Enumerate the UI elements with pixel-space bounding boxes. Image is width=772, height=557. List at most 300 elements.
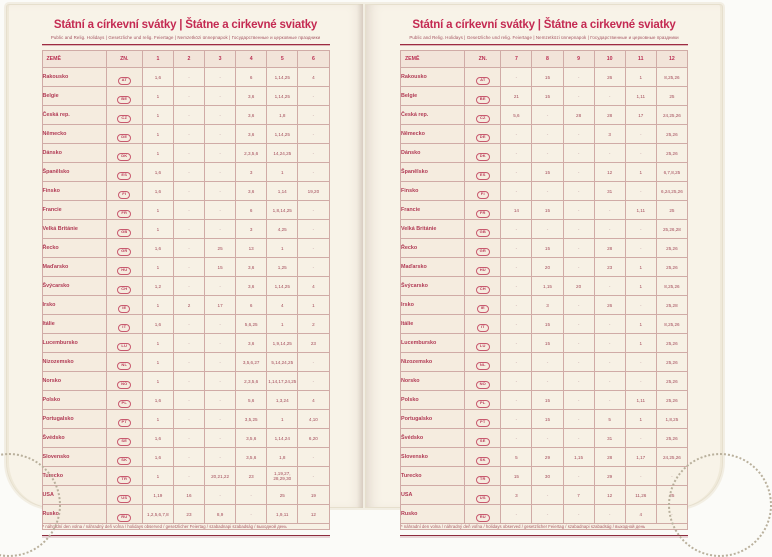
holiday-days-cell: - (563, 315, 594, 334)
holiday-days-cell: - (532, 353, 563, 372)
holiday-days-cell: - (594, 391, 625, 410)
table-row-ru (42, 505, 329, 524)
country-code-cell (465, 505, 501, 524)
holiday-days-cell: - (563, 68, 594, 87)
holiday-days-cell: 28 (594, 448, 625, 467)
holiday-days-cell: - (594, 372, 625, 391)
table-row-it (42, 315, 329, 334)
holiday-days-cell: - (563, 201, 594, 220)
column-header-month-2: 2 (173, 51, 204, 68)
holiday-days-cell: 1 (142, 106, 173, 125)
country-code-badge: SK (476, 457, 490, 465)
column-header-month-6: 6 (298, 51, 329, 68)
country-code-cell (106, 201, 142, 220)
country-code-cell (465, 410, 501, 429)
page-subtitle: Public and Relig. Holidays | Gesetzliche und relig. Feiertage | Nemzetközi ünnepnapok | Государственные и церковные праздники (409, 35, 679, 41)
holiday-days-cell: - (205, 315, 236, 334)
holiday-days-cell: 6 (236, 296, 267, 315)
country-code-badge: NO (117, 381, 131, 389)
holiday-days-cell: 1,6 (142, 68, 173, 87)
country-name: Česká rep. (401, 106, 465, 125)
holiday-days-cell: - (501, 163, 532, 182)
holiday-days-cell: - (625, 429, 656, 448)
country-code-cell (106, 448, 142, 467)
table-row-fr (42, 201, 329, 220)
holiday-days-cell: - (501, 144, 532, 163)
holiday-days-cell: 1 (267, 239, 298, 258)
holiday-days-cell: 1,8,14,25 (267, 201, 298, 220)
country-code-badge: NL (117, 362, 131, 370)
country-code-badge: SE (476, 438, 490, 446)
holiday-days-cell: 4 (298, 277, 329, 296)
holiday-days-cell: 4 (267, 296, 298, 315)
country-name: Lucembursko (42, 334, 106, 353)
holiday-days-cell: 1,14,25 (267, 68, 298, 87)
table-row-cz (401, 106, 688, 125)
table-row-fi (401, 182, 688, 201)
country-name: Rakousko (401, 68, 465, 87)
holiday-days-cell: - (563, 144, 594, 163)
country-code-badge: SE (117, 438, 131, 446)
holiday-days-cell: - (563, 467, 594, 486)
table-footnote-row (401, 524, 688, 530)
holiday-days-cell: 1 (142, 87, 173, 106)
holiday-days-cell: 1,6 (142, 429, 173, 448)
holiday-days-cell: 1 (267, 163, 298, 182)
table-row-sk (401, 448, 688, 467)
country-code-badge: CZ (476, 115, 490, 123)
column-header-month-8: 8 (532, 51, 563, 68)
country-name: Itálie (42, 315, 106, 334)
holiday-days-cell: - (594, 277, 625, 296)
country-name: Rakousko (42, 68, 106, 87)
holiday-days-cell: 29 (594, 467, 625, 486)
holiday-days-cell: 1 (142, 467, 173, 486)
country-code-cell (106, 144, 142, 163)
holiday-days-cell: 31 (594, 429, 625, 448)
country-code-cell (106, 125, 142, 144)
holiday-days-cell: - (298, 144, 329, 163)
holiday-days-cell: 15 (532, 334, 563, 353)
title-rule (400, 44, 688, 45)
holiday-days-cell: - (205, 372, 236, 391)
holiday-days-cell: 23 (298, 334, 329, 353)
holiday-days-cell: - (501, 353, 532, 372)
holiday-days-cell: 25,26 (656, 372, 687, 391)
holiday-days-cell: - (501, 315, 532, 334)
country-code-cell (106, 296, 142, 315)
table-row-fr (401, 201, 688, 220)
holiday-days-cell: 1,9,14,25 (267, 334, 298, 353)
country-name: Švédsko (42, 429, 106, 448)
table-row-at (42, 68, 329, 87)
holiday-days-cell: - (625, 144, 656, 163)
holiday-days-cell: 29 (532, 448, 563, 467)
holiday-days-cell: - (594, 201, 625, 220)
holiday-days-cell: 15 (532, 410, 563, 429)
column-header-month-7: 7 (501, 51, 532, 68)
holiday-days-cell: - (173, 353, 204, 372)
holiday-days-cell: - (173, 239, 204, 258)
holiday-days-cell: - (625, 296, 656, 315)
holiday-days-cell: 3,6 (236, 334, 267, 353)
holiday-days-cell: 1,14,24 (267, 429, 298, 448)
country-name: Finsko (401, 182, 465, 201)
holiday-days-cell: 2,3,5,6 (236, 144, 267, 163)
country-code-cell (465, 429, 501, 448)
holiday-days-cell: 5,6 (501, 106, 532, 125)
country-code-badge: PT (476, 419, 490, 427)
holiday-days-cell: - (205, 220, 236, 239)
holiday-days-cell: - (563, 429, 594, 448)
holiday-days-cell: 1 (625, 163, 656, 182)
holiday-days-cell: - (501, 410, 532, 429)
holiday-days-cell: - (594, 144, 625, 163)
country-code-badge: HU (117, 267, 131, 275)
holiday-days-cell: 2 (173, 296, 204, 315)
holiday-days-cell: 6,7,8,25 (656, 163, 687, 182)
holiday-days-cell: 1,9,11 (267, 505, 298, 524)
holiday-days-cell: - (563, 296, 594, 315)
country-code-badge: IT (477, 324, 489, 332)
holiday-days-cell: 25,26 (656, 353, 687, 372)
country-name: Slovensko (42, 448, 106, 467)
table-row-gr (401, 239, 688, 258)
holiday-days-cell: - (173, 201, 204, 220)
country-code-cell (106, 410, 142, 429)
holiday-days-cell: 1,14,17,24,25 (267, 372, 298, 391)
holiday-days-cell: 1,11 (625, 201, 656, 220)
country-code-cell (106, 505, 142, 524)
country-name: Turecko (42, 467, 106, 486)
holiday-days-cell: 1 (625, 68, 656, 87)
holiday-days-cell: 1 (625, 315, 656, 334)
holiday-days-cell: - (501, 125, 532, 144)
holiday-days-cell: - (625, 372, 656, 391)
column-header-month-1: 1 (142, 51, 173, 68)
country-code-badge: GR (476, 248, 490, 256)
table-row-hu (42, 258, 329, 277)
holiday-days-cell: - (205, 201, 236, 220)
holiday-days-cell: - (625, 182, 656, 201)
holiday-days-cell: 6 (236, 68, 267, 87)
country-code-badge: DK (476, 153, 490, 161)
holiday-days-cell: 5,6 (236, 391, 267, 410)
table-row-us (42, 486, 329, 505)
country-name: Česká rep. (42, 106, 106, 125)
holiday-days-cell: 1,8,25 (656, 410, 687, 429)
holiday-days-cell: - (563, 353, 594, 372)
holiday-days-cell: 23 (594, 258, 625, 277)
table-row-at (401, 68, 688, 87)
page-right-content (400, 5, 688, 536)
country-name: Velká Británie (401, 220, 465, 239)
table-row-sk (42, 448, 329, 467)
holiday-days-cell: 1,8 (267, 106, 298, 125)
holiday-days-cell: - (173, 87, 204, 106)
column-header-code: ZN. (465, 51, 501, 68)
table-footnote: * náhradní den volna / náhradný deň voľna / holidays observed / gesetzlicher Feiertag / szabadnapi szabadság / выходной день (401, 524, 688, 530)
holiday-days-cell: - (501, 296, 532, 315)
country-name: Maďarsko (42, 258, 106, 277)
holiday-days-cell: 1,14,25 (267, 277, 298, 296)
holiday-days-cell: 1 (142, 220, 173, 239)
country-code-cell (465, 106, 501, 125)
table-row-dk (42, 144, 329, 163)
country-code-badge: LU (117, 343, 131, 351)
holiday-days-cell: - (532, 372, 563, 391)
holiday-days-cell: - (501, 239, 532, 258)
country-code-cell (106, 163, 142, 182)
holiday-days-cell: 6,20 (298, 429, 329, 448)
holiday-days-cell: - (298, 353, 329, 372)
country-name: Nizozemsko (401, 353, 465, 372)
table-row-nl (401, 353, 688, 372)
country-name: Slovensko (401, 448, 465, 467)
table-row-gr (42, 239, 329, 258)
page-right (365, 4, 723, 530)
holiday-days-cell: - (173, 125, 204, 144)
holiday-days-cell: 13 (236, 239, 267, 258)
holiday-days-cell: - (205, 125, 236, 144)
country-code-badge: FR (476, 210, 490, 218)
country-name: Belgie (401, 87, 465, 106)
country-code-badge: PL (476, 400, 490, 408)
holiday-days-cell: - (625, 125, 656, 144)
country-code-badge: BE (476, 96, 490, 104)
country-code-cell (465, 315, 501, 334)
country-code-cell (106, 315, 142, 334)
country-code-badge: HU (476, 267, 490, 275)
country-name: Německo (42, 125, 106, 144)
holiday-days-cell: 31 (594, 182, 625, 201)
holiday-days-cell: 4 (298, 391, 329, 410)
holiday-days-cell: 1,14 (267, 182, 298, 201)
country-code-cell (465, 68, 501, 87)
country-name: Dánsko (42, 144, 106, 163)
country-name: Dánsko (401, 144, 465, 163)
holiday-days-cell: - (205, 182, 236, 201)
country-code-cell (465, 296, 501, 315)
country-name: Německo (401, 125, 465, 144)
holiday-days-cell: 25 (267, 486, 298, 505)
holiday-days-cell: - (298, 201, 329, 220)
country-code-badge: IE (477, 305, 489, 313)
country-name: Lucembursko (401, 334, 465, 353)
table-header-row (401, 51, 688, 68)
holiday-days-cell: - (563, 505, 594, 524)
holiday-days-cell: - (173, 106, 204, 125)
country-code-cell (106, 486, 142, 505)
holiday-days-cell: 15 (532, 163, 563, 182)
country-code-cell (465, 182, 501, 201)
page-title: Státní a církevní svátky | Štátne a cirkevné sviatky (53, 19, 318, 31)
country-code-badge: US (476, 495, 490, 503)
table-row-be (401, 87, 688, 106)
holiday-days-cell: 25,26 (656, 125, 687, 144)
holiday-days-cell: - (594, 220, 625, 239)
column-header-month-9: 9 (563, 51, 594, 68)
table-row-tr (42, 467, 329, 486)
country-code-cell (465, 239, 501, 258)
holiday-days-cell: 15 (532, 391, 563, 410)
holiday-days-cell: 1 (267, 315, 298, 334)
holiday-days-cell: 1 (625, 277, 656, 296)
holiday-days-cell: 1 (142, 144, 173, 163)
table-footnote-row (42, 524, 329, 530)
holiday-days-cell: - (501, 182, 532, 201)
column-header-code: ZN. (106, 51, 142, 68)
holiday-days-cell: 3,5,6,27 (236, 353, 267, 372)
holiday-days-cell: - (563, 334, 594, 353)
country-code-cell (106, 68, 142, 87)
country-code-badge: GB (117, 229, 131, 237)
country-code-badge: AT (476, 77, 489, 85)
holiday-days-cell: 3,6 (236, 87, 267, 106)
country-code-cell (465, 467, 501, 486)
holiday-days-cell: 1 (267, 410, 298, 429)
holiday-days-cell: - (532, 220, 563, 239)
holiday-days-cell: 5,14,24,25 (267, 353, 298, 372)
table-row-se (401, 429, 688, 448)
holiday-days-cell: 14,24,25 (267, 144, 298, 163)
table-row-pl (42, 391, 329, 410)
holiday-days-cell: - (173, 467, 204, 486)
country-code-cell (106, 334, 142, 353)
holiday-days-cell: 14 (501, 201, 532, 220)
country-code-badge: NO (476, 381, 490, 389)
country-code-cell (106, 258, 142, 277)
page-left (6, 4, 365, 530)
holiday-days-cell: - (594, 334, 625, 353)
holiday-days-cell: 1 (142, 296, 173, 315)
table-row-gb (42, 220, 329, 239)
country-code-badge: CZ (117, 115, 131, 123)
holiday-days-cell: 1,2,5,6,7,8 (142, 505, 173, 524)
country-code-badge: PL (118, 400, 132, 408)
country-code-cell (465, 220, 501, 239)
holiday-days-cell: 1,19,27, 28,29,30 (267, 467, 298, 486)
country-name: Turecko (401, 467, 465, 486)
holiday-days-cell: - (205, 277, 236, 296)
holiday-days-cell: - (173, 182, 204, 201)
holiday-days-cell: - (532, 505, 563, 524)
country-code-badge: TR (476, 476, 490, 484)
holiday-days-cell: - (173, 429, 204, 448)
country-code-cell (465, 163, 501, 182)
holiday-days-cell: - (298, 87, 329, 106)
page-left-content (42, 5, 330, 536)
holiday-days-cell: 20 (563, 277, 594, 296)
holiday-days-cell: 21 (501, 87, 532, 106)
holiday-days-cell: - (173, 448, 204, 467)
holiday-days-cell: 1,6 (142, 448, 173, 467)
holiday-days-cell: 19 (298, 486, 329, 505)
holiday-days-cell: - (205, 391, 236, 410)
holiday-days-cell: 25,26 (656, 429, 687, 448)
table-row-pl (401, 391, 688, 410)
country-code-badge: GR (117, 248, 131, 256)
holiday-days-cell: 20 (532, 258, 563, 277)
holidays-table-jan-jun (42, 50, 330, 530)
holiday-days-cell: 3,6 (236, 182, 267, 201)
country-code-cell (465, 258, 501, 277)
holiday-days-cell: 1,15 (532, 277, 563, 296)
country-name: Irsko (401, 296, 465, 315)
column-header-month-12: 12 (656, 51, 687, 68)
holiday-days-cell: 25 (656, 201, 687, 220)
holiday-days-cell: - (236, 486, 267, 505)
country-code-cell (106, 220, 142, 239)
holiday-days-cell: 1,6 (142, 163, 173, 182)
holiday-days-cell: - (298, 220, 329, 239)
holiday-days-cell: 1 (142, 258, 173, 277)
holiday-days-cell: - (173, 258, 204, 277)
country-name: Norsko (401, 372, 465, 391)
holiday-days-cell: - (563, 372, 594, 391)
holiday-days-cell: - (173, 68, 204, 87)
country-code-badge: LU (476, 343, 490, 351)
table-row-no (401, 372, 688, 391)
holiday-days-cell: 30 (532, 467, 563, 486)
holiday-days-cell: 3,6 (236, 258, 267, 277)
table-row-ie (401, 296, 688, 315)
holiday-days-cell: - (205, 334, 236, 353)
country-name: Švýcarsko (401, 277, 465, 296)
country-name: Francie (42, 201, 106, 220)
country-name: Norsko (42, 372, 106, 391)
holiday-days-cell: - (594, 87, 625, 106)
holiday-days-cell: 1,15 (563, 448, 594, 467)
table-row-no (42, 372, 329, 391)
holiday-days-cell: 1 (625, 410, 656, 429)
column-header-country: ZEMĚ (401, 51, 465, 68)
holiday-days-cell: - (656, 505, 687, 524)
holiday-days-cell: 15 (532, 68, 563, 87)
holiday-days-cell: 1,14,25 (267, 87, 298, 106)
holiday-days-cell: - (594, 353, 625, 372)
table-row-be (42, 87, 329, 106)
holiday-days-cell: 15 (501, 467, 532, 486)
holiday-days-cell: - (173, 410, 204, 429)
holiday-days-cell: - (625, 220, 656, 239)
country-name: Portugalsko (401, 410, 465, 429)
holiday-days-cell: 3 (594, 125, 625, 144)
holiday-days-cell: 1,6 (142, 182, 173, 201)
country-name: Španělsko (42, 163, 106, 182)
holiday-days-cell: 4,10 (298, 410, 329, 429)
holiday-days-cell: - (501, 429, 532, 448)
table-header-row (42, 51, 329, 68)
column-header-month-5: 5 (267, 51, 298, 68)
holiday-days-cell: 28 (594, 106, 625, 125)
country-name: Španělsko (401, 163, 465, 182)
country-code-badge: FI (118, 191, 130, 199)
country-name: Řecko (42, 239, 106, 258)
holiday-days-cell: 12 (594, 163, 625, 182)
country-code-badge: CH (117, 286, 131, 294)
country-code-cell (465, 277, 501, 296)
holiday-days-cell: 1 (142, 353, 173, 372)
holiday-days-cell: - (205, 429, 236, 448)
holiday-days-cell: 1,6 (142, 391, 173, 410)
country-code-cell (106, 467, 142, 486)
holiday-days-cell: - (173, 372, 204, 391)
table-row-nl (42, 353, 329, 372)
holiday-days-cell: 15 (532, 87, 563, 106)
table-row-it (401, 315, 688, 334)
bottom-rule (400, 535, 688, 536)
